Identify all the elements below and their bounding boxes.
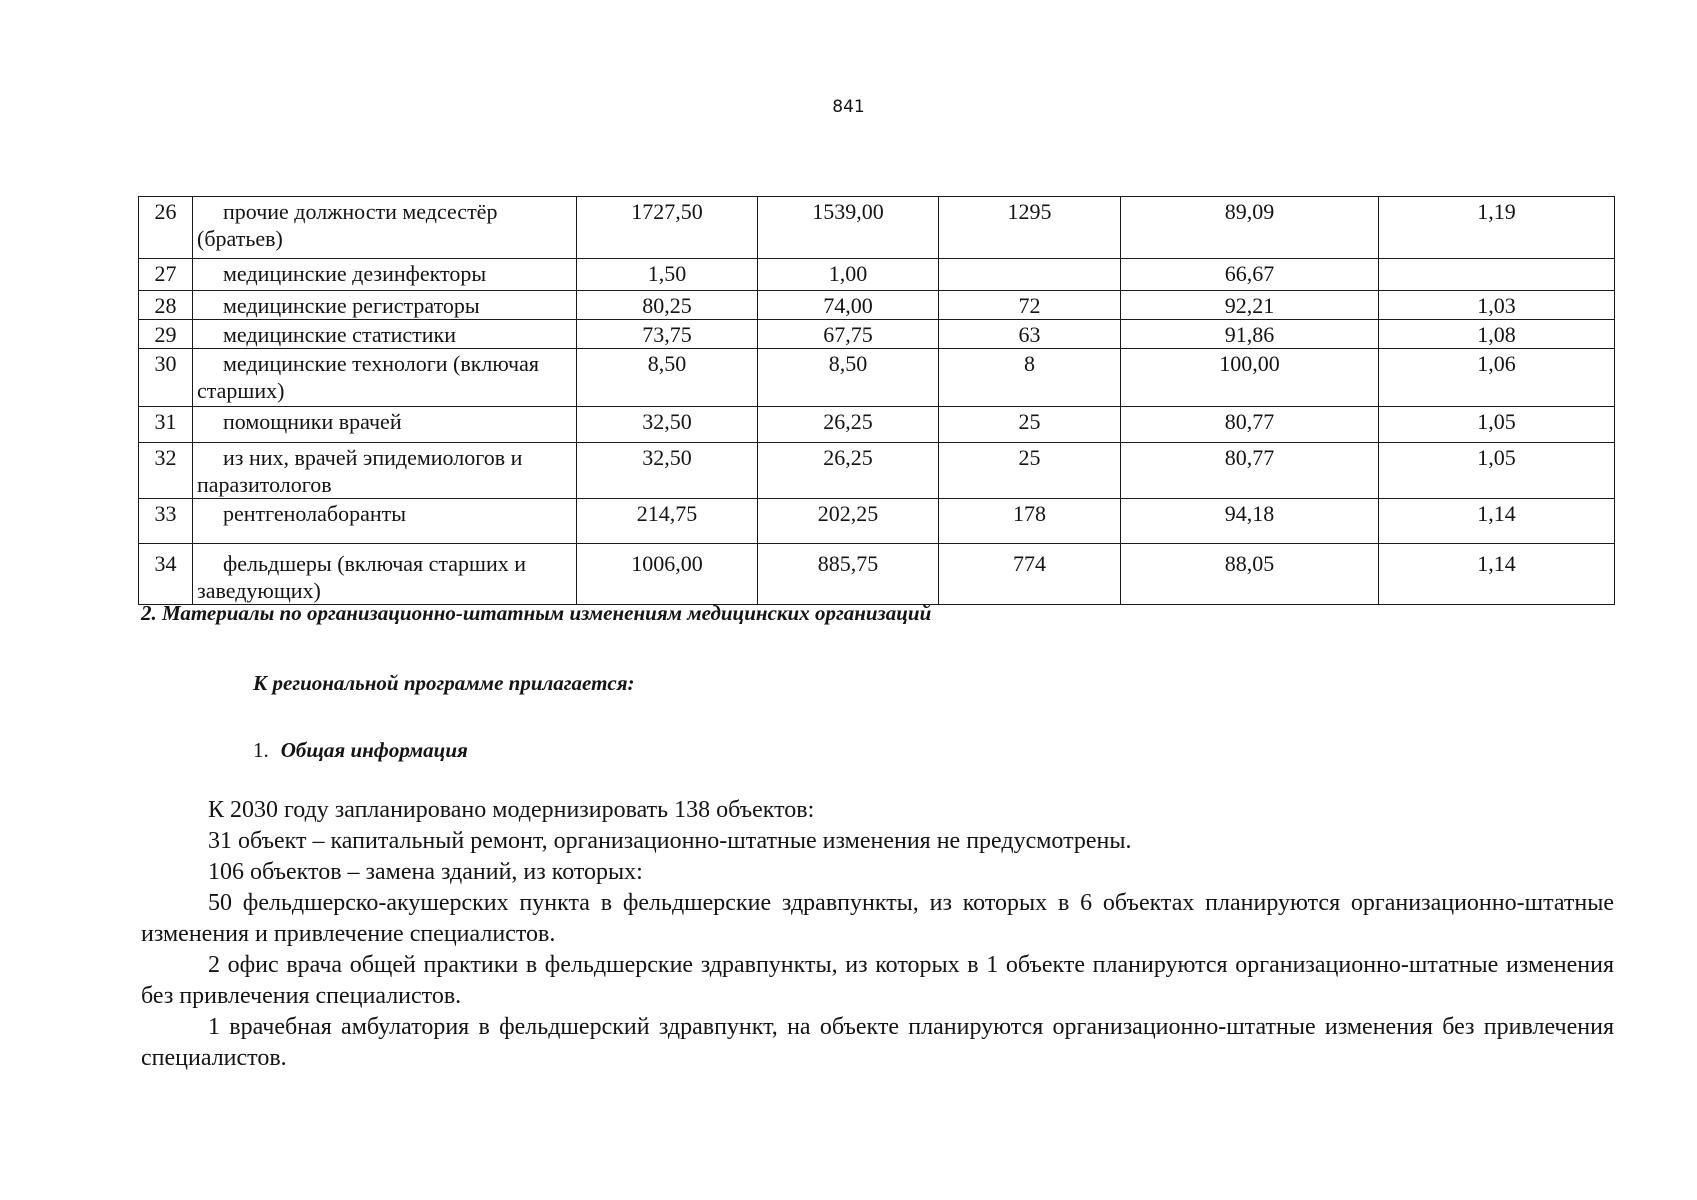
position-name-text: из них, врачей эпидемиологов и паразитологов bbox=[197, 445, 523, 497]
cell-value: 88,05 bbox=[1121, 544, 1379, 605]
cell-value: 8,50 bbox=[577, 349, 758, 407]
paragraph: К 2030 году запланировано модернизировать 138 объектов: bbox=[208, 797, 815, 823]
list-marker: 1. bbox=[253, 738, 269, 762]
cell-value: 1,19 bbox=[1379, 197, 1615, 259]
list-heading-text: Общая информация bbox=[280, 738, 468, 762]
cell-value: 26,25 bbox=[758, 443, 939, 499]
position-name-text: прочие должности медсестёр (братьев) bbox=[197, 199, 498, 251]
row-number: 26 bbox=[139, 197, 193, 259]
position-name-text: помощники врачей bbox=[223, 409, 402, 434]
paragraph: 1 врачебная амбулатория в фельдшерский здравпункт, на объекте планируются организационно-штатные изменения без привлечения специалистов. bbox=[141, 1014, 1614, 1071]
cell-value: 214,75 bbox=[577, 499, 758, 544]
paragraph: 2 офис врача общей практики в фельдшерские здравпункты, из которых в 1 объекте планируются организационно-штатные изменения без привлечения специалистов. bbox=[141, 952, 1614, 1009]
cell-value: 25 bbox=[939, 443, 1121, 499]
row-number: 29 bbox=[139, 320, 193, 349]
table-row bbox=[139, 443, 1615, 499]
cell-value: 178 bbox=[939, 499, 1121, 544]
paragraph: 50 фельдшерско-акушерских пункта в фельдшерские здравпункты, из которых в 6 объектах планируются организационно-штатные изменения и привлечение специалистов. bbox=[141, 890, 1614, 947]
cell-value bbox=[1379, 259, 1615, 291]
cell-value: 1,50 bbox=[577, 259, 758, 291]
table-row bbox=[139, 320, 1615, 349]
cell-value: 1,00 bbox=[758, 259, 939, 291]
cell-value: 8 bbox=[939, 349, 1121, 407]
staffing-table bbox=[138, 196, 1615, 605]
cell-value: 80,25 bbox=[577, 291, 758, 320]
table-row bbox=[139, 291, 1615, 320]
cell-value: 63 bbox=[939, 320, 1121, 349]
table-row bbox=[139, 259, 1615, 291]
cell-value: 1006,00 bbox=[577, 544, 758, 605]
row-number: 28 bbox=[139, 291, 193, 320]
position-name-text: медицинские технологи (включая старших) bbox=[197, 351, 539, 403]
position-name-text: медицинские дезинфекторы bbox=[223, 261, 487, 286]
cell-value: 774 bbox=[939, 544, 1121, 605]
cell-value: 80,77 bbox=[1121, 443, 1379, 499]
cell-value: 91,86 bbox=[1121, 320, 1379, 349]
position-name bbox=[193, 443, 577, 499]
table-row bbox=[139, 349, 1615, 407]
cell-value: 32,50 bbox=[577, 407, 758, 443]
cell-value: 89,09 bbox=[1121, 197, 1379, 259]
paragraph: 106 объектов – замена зданий, из которых: bbox=[208, 859, 643, 885]
cell-value: 73,75 bbox=[577, 320, 758, 349]
cell-value: 885,75 bbox=[758, 544, 939, 605]
cell-value: 25 bbox=[939, 407, 1121, 443]
cell-value: 1,05 bbox=[1379, 407, 1615, 443]
row-number: 27 bbox=[139, 259, 193, 291]
cell-value: 100,00 bbox=[1121, 349, 1379, 407]
page-number: 841 bbox=[832, 97, 865, 117]
cell-value: 67,75 bbox=[758, 320, 939, 349]
cell-value: 1,06 bbox=[1379, 349, 1615, 407]
cell-value: 66,67 bbox=[1121, 259, 1379, 291]
table-row bbox=[139, 197, 1615, 259]
body-text bbox=[141, 795, 1614, 1074]
cell-value: 1,05 bbox=[1379, 443, 1615, 499]
row-number: 30 bbox=[139, 349, 193, 407]
cell-value: 1,14 bbox=[1379, 544, 1615, 605]
position-name bbox=[193, 291, 577, 320]
section-heading: 2. Материалы по организационно-штатным изменениям медицинских организаций bbox=[141, 601, 932, 625]
cell-value: 1727,50 bbox=[577, 197, 758, 259]
cell-value: 1295 bbox=[939, 197, 1121, 259]
cell-value: 1,14 bbox=[1379, 499, 1615, 544]
table-row bbox=[139, 407, 1615, 443]
appendix-heading: К региональной программе прилагается: bbox=[253, 671, 635, 695]
cell-value: 1,08 bbox=[1379, 320, 1615, 349]
position-name-text: медицинские регистраторы bbox=[223, 293, 480, 318]
cell-value: 92,21 bbox=[1121, 291, 1379, 320]
cell-value: 80,77 bbox=[1121, 407, 1379, 443]
position-name-text: фельдшеры (включая старших и заведующих) bbox=[197, 551, 527, 603]
position-name bbox=[193, 499, 577, 544]
table-row bbox=[139, 499, 1615, 544]
cell-value: 74,00 bbox=[758, 291, 939, 320]
cell-value bbox=[939, 259, 1121, 291]
table-row bbox=[139, 544, 1615, 605]
list-heading bbox=[253, 738, 468, 763]
row-number: 34 bbox=[139, 544, 193, 605]
row-number: 31 bbox=[139, 407, 193, 443]
cell-value: 1,03 bbox=[1379, 291, 1615, 320]
cell-value: 72 bbox=[939, 291, 1121, 320]
paragraph: 31 объект – капитальный ремонт, организационно-штатные изменения не предусмотрены. bbox=[208, 828, 1132, 854]
cell-value: 202,25 bbox=[758, 499, 939, 544]
position-name bbox=[193, 407, 577, 443]
cell-value: 26,25 bbox=[758, 407, 939, 443]
cell-value: 32,50 bbox=[577, 443, 758, 499]
row-number: 32 bbox=[139, 443, 193, 499]
position-name bbox=[193, 349, 577, 407]
position-name bbox=[193, 197, 577, 259]
cell-value: 1539,00 bbox=[758, 197, 939, 259]
cell-value: 8,50 bbox=[758, 349, 939, 407]
position-name-text: рентгенолаборанты bbox=[223, 501, 407, 526]
position-name bbox=[193, 320, 577, 349]
row-number: 33 bbox=[139, 499, 193, 544]
cell-value: 94,18 bbox=[1121, 499, 1379, 544]
position-name-text: медицинские статистики bbox=[223, 322, 457, 347]
position-name bbox=[193, 259, 577, 291]
position-name bbox=[193, 544, 577, 605]
